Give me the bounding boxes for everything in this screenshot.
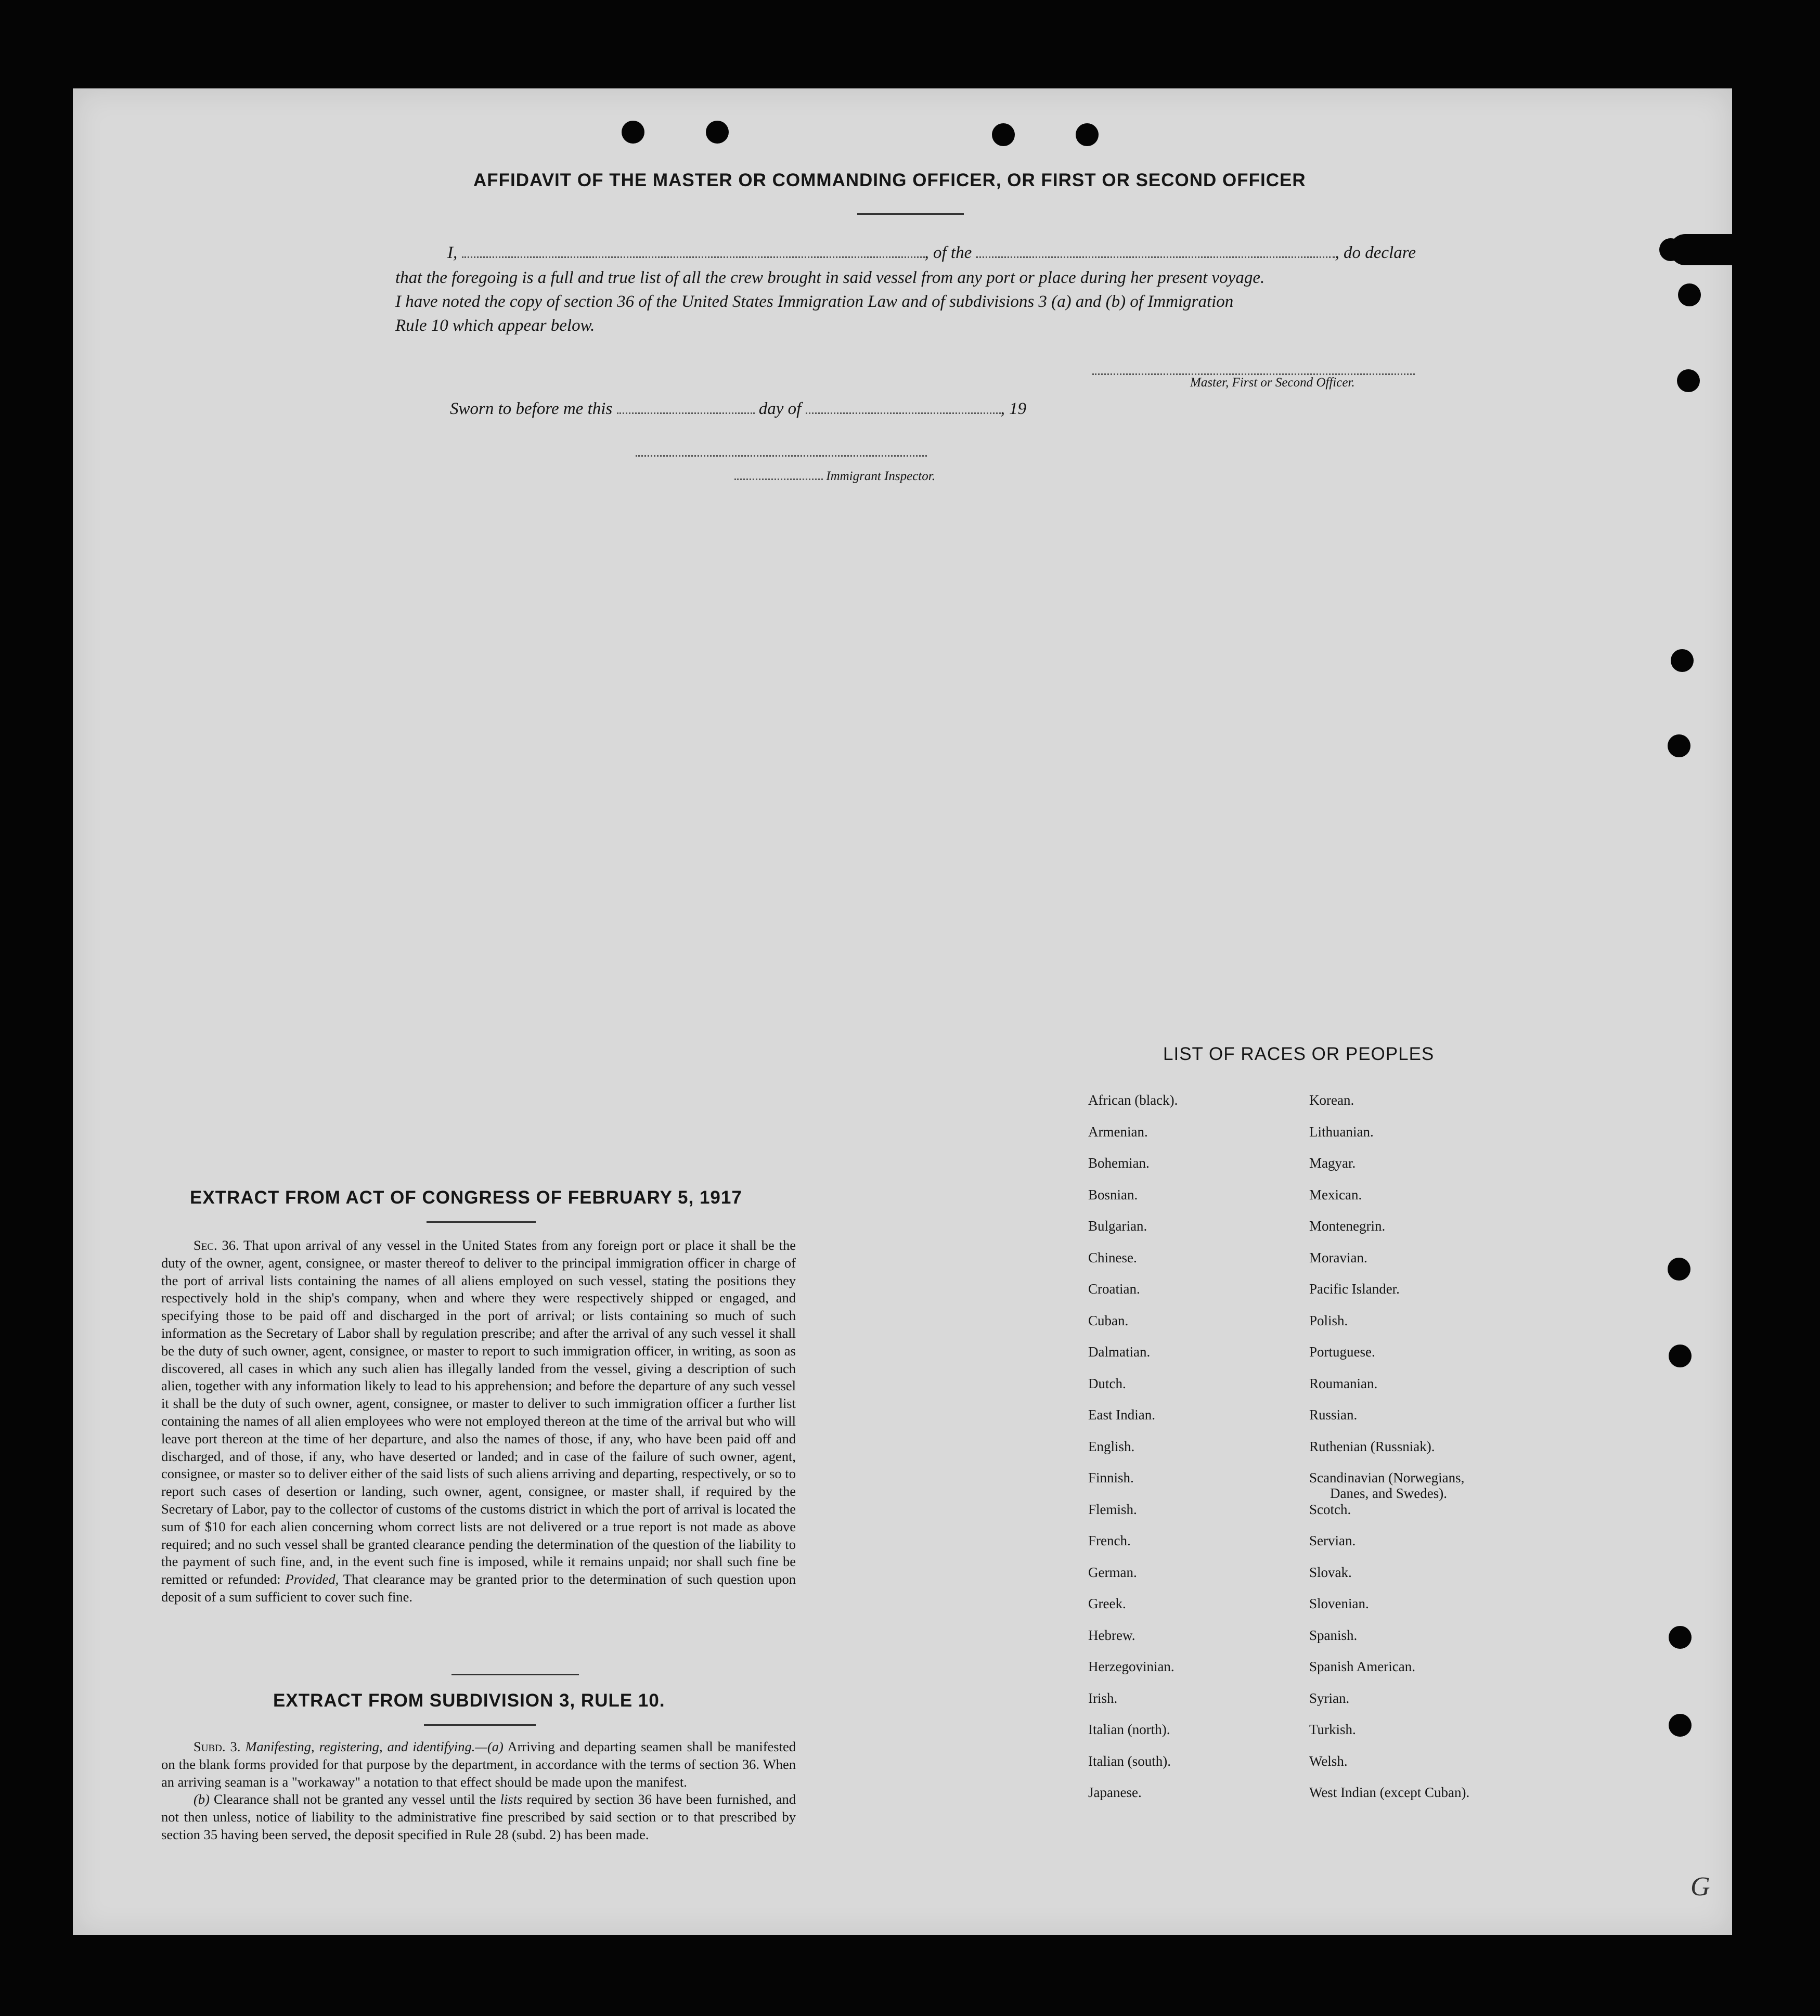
month-blank bbox=[806, 412, 1001, 414]
act-title-underline bbox=[427, 1221, 536, 1223]
affidavit-title: AFFIDAVIT OF THE MASTER OR COMMANDING OFFICER, OR FIRST OR SECOND OFFICER bbox=[473, 170, 1306, 190]
b-label: (b) bbox=[193, 1791, 210, 1807]
race-item: Bosnian. bbox=[1088, 1186, 1138, 1203]
subd-heading: Manifesting, registering, and identifying.—(a) bbox=[245, 1739, 504, 1754]
race-item: Bohemian. bbox=[1088, 1155, 1150, 1171]
race-item: West Indian (except Cuban). bbox=[1309, 1785, 1470, 1800]
race-item: Slovak. bbox=[1309, 1564, 1352, 1580]
race-item: Russian. bbox=[1309, 1407, 1358, 1423]
race-item: Flemish. bbox=[1088, 1501, 1137, 1517]
sec-body-end: That clearance may be granted prior to the determination of such question upon deposit of a sum sufficient to cover such fine. bbox=[161, 1571, 796, 1605]
sec-body: That upon arrival of any vessel in the United States from any foreign port or place it shall be the duty of the owner, agent, consignee, or master thereof to deliver to the principal immigration officer in charge of the port of arrival lists containing the names of all aliens employed on such vessel, stating the positions they respectively hold in the ship's company, when and where they were respectively shipped or engaged, and specifying those to be paid off and discharged in the port of arrival; or lists containing so much of such information as the Secretary of Labor shall by regulation prescribe; and after the arrival of any such vessel it shall be the duty of such owner, agent, consignee, or master to report to such immigration officer, in writing, as soon as discovered, all cases in which any such alien has illegally landed from the vessel, giving a description of such alien, together with any information likely to lead to his apprehension; and before the departure of any such vessel it shall be the duty of such owner, agent, consignee, or master to deliver to such immigration officer a further list containing the names of all alien employees who were not employed thereon at the time of the arrival but who will leave port thereon at the time of her departure, and also the names of those, if any, who have been paid off and discharged, and of those, if any, who have deserted or landed; and in case of the failure of such owner, agent, consignee, or master so to deliver either of the said lists of such aliens arriving and departing, respectively, or so to report such cases of desertion or landing, such owner, agent, consignee, or master shall, if required by the Secretary of Labor, pay to the collector of customs of the customs district in which the port of arrival is located the sum of $10 for each alien concerning whom correct lists are not delivered or a true report is not made as above required; and no such vessel shall be granted clearance pending the determination of the question of the liability to the payment of such fine, and, in the event such fine is imposed, while it remains unpaid; nor shall such fine be remitted or refunded: bbox=[161, 1237, 796, 1587]
b-text-2: required by section 36 have been furnished, and not then unless, notice of liability to the administrative fine prescribed by said section or to that prescribed by section 35 having been served, the deposit specified in Rule 28 (subd. 2) has been made. bbox=[161, 1791, 796, 1842]
sworn-year: , 19 bbox=[1000, 399, 1027, 418]
declaration-of-the: , of the bbox=[924, 243, 972, 262]
b-text-1: Clearance shall not be granted any vessel until the bbox=[213, 1791, 496, 1807]
act-end-rule bbox=[451, 1674, 579, 1675]
punch-hole bbox=[1677, 369, 1700, 392]
race-item: Finnish. bbox=[1088, 1470, 1134, 1485]
race-item: Montenegrin. bbox=[1309, 1218, 1386, 1234]
race-item: Turkish. bbox=[1309, 1722, 1356, 1737]
race-item: Spanish American. bbox=[1309, 1659, 1415, 1674]
race-item: Slovenian. bbox=[1309, 1596, 1369, 1611]
declaration-i: I, bbox=[447, 243, 458, 262]
race-item: Polish. bbox=[1309, 1312, 1348, 1328]
punch-hole bbox=[992, 123, 1015, 146]
punch-hole bbox=[1671, 649, 1694, 672]
race-item: French. bbox=[1088, 1533, 1131, 1548]
day-blank bbox=[617, 412, 755, 414]
punch-hole bbox=[1669, 1714, 1692, 1737]
race-item: Greek. bbox=[1088, 1596, 1126, 1611]
declaration-line bbox=[447, 244, 1416, 262]
declaration-line-4: Rule 10 which appear below. bbox=[395, 316, 595, 335]
race-item: Mexican. bbox=[1309, 1186, 1362, 1203]
subd-label: Subd. 3. bbox=[193, 1739, 241, 1754]
race-item: Italian (south). bbox=[1088, 1753, 1171, 1769]
race-item: African (black). bbox=[1088, 1092, 1178, 1108]
subd-text: Arriving and departing seamen shall be manifested on the blank forms provided for that purpose by the department, in accordance with the terms of section 36. When an arriving seaman is a "workaway" a notation to that effect should be made upon the manifest. bbox=[161, 1739, 796, 1790]
inspector-line bbox=[734, 469, 935, 484]
punch-hole bbox=[622, 121, 644, 144]
race-item: Welsh. bbox=[1309, 1753, 1348, 1769]
punch-hole bbox=[1668, 1258, 1690, 1281]
race-item: Herzegovinian. bbox=[1088, 1659, 1174, 1674]
race-item: Irish. bbox=[1088, 1690, 1118, 1706]
race-item: Italian (north). bbox=[1088, 1722, 1170, 1737]
race-item: Syrian. bbox=[1309, 1690, 1350, 1706]
race-item: East Indian. bbox=[1088, 1407, 1155, 1423]
punch-hole bbox=[1659, 238, 1682, 261]
vessel-blank bbox=[976, 256, 1335, 258]
race-item: Roumanian. bbox=[1309, 1375, 1378, 1391]
sworn-text: Sworn to before me this bbox=[450, 399, 613, 418]
punch-hole bbox=[1669, 1345, 1692, 1367]
races-title: LIST OF RACES OR PEOPLES bbox=[1163, 1044, 1435, 1064]
race-item-line: Scandinavian (Norwegians, bbox=[1309, 1470, 1465, 1485]
inspector-signature-line bbox=[636, 455, 927, 457]
race-item: Pacific Islander. bbox=[1309, 1281, 1400, 1297]
act-extract-title: EXTRACT FROM ACT OF CONGRESS OF FEBRUARY 5, 1917 bbox=[190, 1187, 742, 1208]
name-blank bbox=[462, 256, 925, 258]
master-signature-line bbox=[1092, 373, 1415, 375]
race-item: Spanish. bbox=[1309, 1627, 1358, 1643]
race-item: Cuban. bbox=[1088, 1312, 1129, 1328]
race-item: Hebrew. bbox=[1088, 1627, 1135, 1643]
sec-36-text bbox=[161, 1237, 796, 1606]
race-item: Lithuanian. bbox=[1309, 1123, 1374, 1140]
declaration-line-2: that the foregoing is a full and true list of all the crew brought in said vessel from any port or place during her present voyage. bbox=[395, 268, 1265, 287]
rule-title-underline bbox=[424, 1724, 536, 1726]
b-lists: lists bbox=[500, 1791, 523, 1807]
sworn-day-of: day of bbox=[758, 399, 802, 418]
race-item-two-line bbox=[1309, 1470, 1507, 1502]
race-item: Moravian. bbox=[1309, 1249, 1367, 1265]
punch-hole bbox=[1678, 283, 1701, 306]
declaration-line-3: I have noted the copy of section 36 of the United States Immigration Law and of subdivisions 3 (a) and (b) of Immigration bbox=[395, 292, 1234, 311]
race-item: Korean. bbox=[1309, 1092, 1354, 1108]
race-item: English. bbox=[1088, 1438, 1135, 1454]
punch-hole bbox=[1669, 1626, 1692, 1649]
race-item: Japanese. bbox=[1088, 1785, 1142, 1800]
provided-word: Provided, bbox=[285, 1571, 339, 1587]
race-item: Chinese. bbox=[1088, 1249, 1137, 1265]
race-item: Servian. bbox=[1309, 1533, 1356, 1548]
race-item-line: Danes, and Swedes). bbox=[1330, 1485, 1447, 1501]
race-item: Ruthenian (Russniak). bbox=[1309, 1438, 1435, 1454]
handwritten-margin-mark: G bbox=[1690, 1872, 1710, 1902]
races-left-column bbox=[1088, 1092, 1178, 1816]
race-item: German. bbox=[1088, 1564, 1137, 1580]
inspector-label: Immigrant Inspector. bbox=[826, 469, 935, 483]
race-item: Armenian. bbox=[1088, 1123, 1148, 1140]
declaration-do-declare: , do declare bbox=[1335, 243, 1416, 262]
race-item: Scotch. bbox=[1309, 1501, 1351, 1517]
punch-hole bbox=[706, 121, 729, 144]
race-item: Dalmatian. bbox=[1088, 1344, 1151, 1360]
race-item: Bulgarian. bbox=[1088, 1218, 1147, 1234]
rule-10-text bbox=[161, 1738, 796, 1844]
race-item: Magyar. bbox=[1309, 1155, 1356, 1171]
master-label: Master, First or Second Officer. bbox=[1190, 376, 1355, 390]
punch-hole bbox=[1668, 734, 1690, 757]
sworn-line bbox=[450, 400, 1026, 418]
race-item: Portuguese. bbox=[1309, 1344, 1375, 1360]
race-item: Dutch. bbox=[1088, 1375, 1126, 1391]
rule-extract-title: EXTRACT FROM SUBDIVISION 3, RULE 10. bbox=[273, 1690, 665, 1711]
title-underline bbox=[857, 213, 964, 215]
race-item: Croatian. bbox=[1088, 1281, 1140, 1297]
races-right-column bbox=[1309, 1092, 1507, 1816]
inspector-blank bbox=[734, 478, 823, 480]
punch-hole bbox=[1076, 123, 1099, 146]
sec-label: Sec. 36. bbox=[193, 1237, 239, 1253]
